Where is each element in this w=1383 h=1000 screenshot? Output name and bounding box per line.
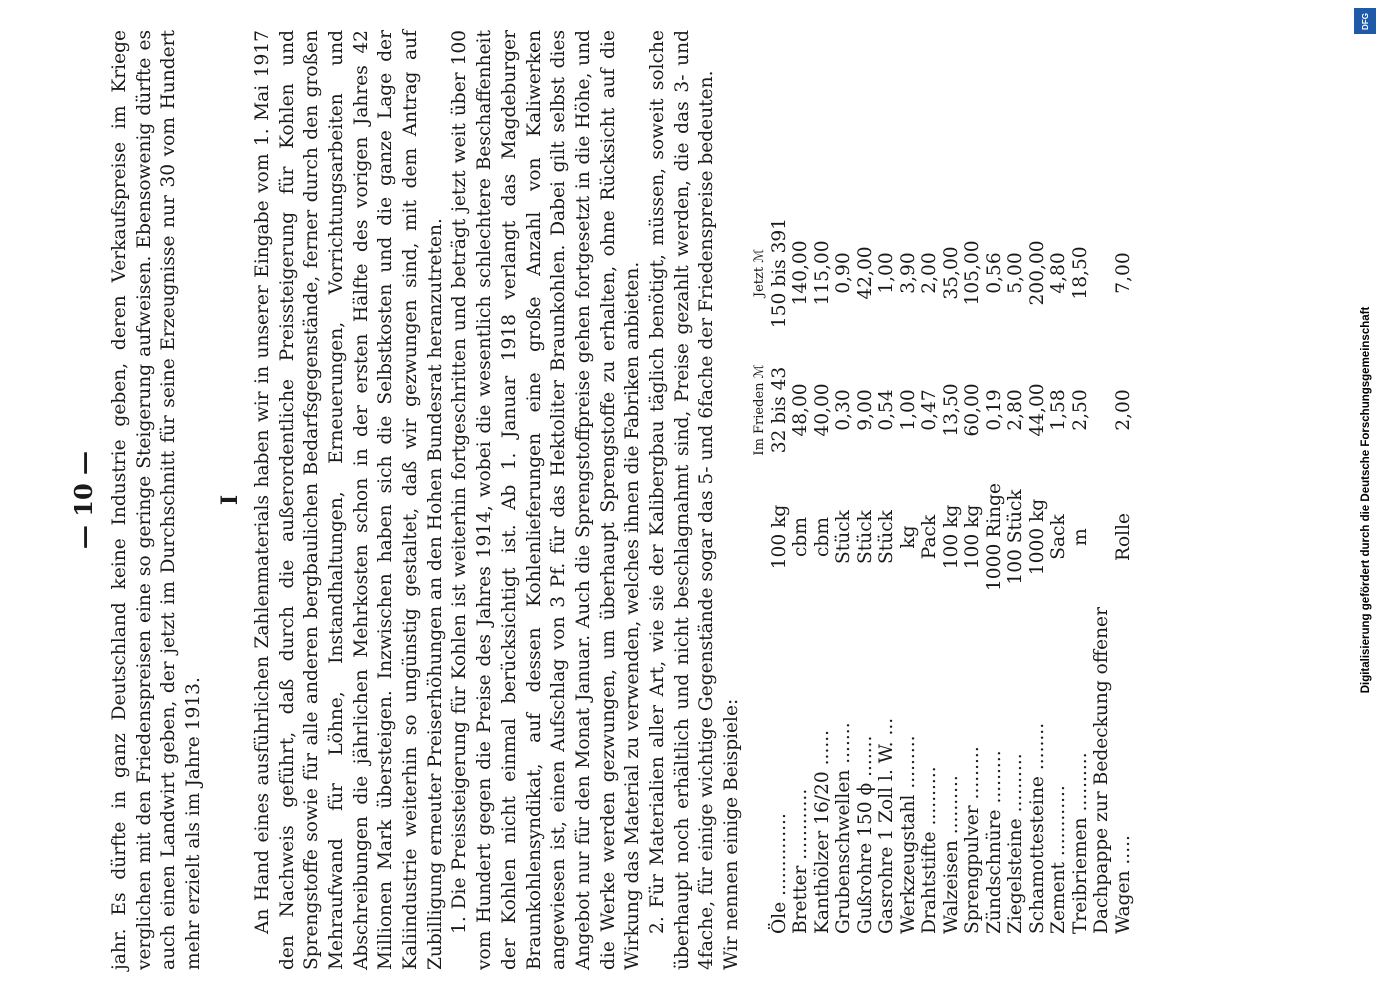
cell-item: Zündschnüre ......... [983, 750, 1005, 934]
cell-peace: 0,47 [918, 389, 940, 431]
table-row [962, 202, 984, 940]
cell-peace: 0,30 [832, 389, 854, 431]
cell-now: 35,00 [940, 246, 962, 300]
cell-now: 200,00 [1026, 240, 1048, 306]
document-page [47, 30, 1337, 970]
cell-unit: cbm [789, 517, 811, 557]
cell-peace: 48,00 [789, 383, 811, 437]
cell-now: 140,00 [789, 240, 811, 306]
table-row [1069, 202, 1091, 940]
cell-item: Werkzeugstahl ......... [897, 735, 919, 934]
cell-now: 0,90 [832, 252, 854, 294]
cell-unit: Stück [875, 510, 897, 564]
table-header-row [750, 202, 768, 940]
table-row [833, 202, 855, 940]
cell-now: 5,00 [1004, 252, 1026, 294]
cell-unit: Stück [854, 510, 876, 564]
cell-item: Ziegelsteine .......... [1004, 753, 1026, 934]
cell-now: 1,00 [875, 252, 897, 294]
cell-item: Gasrohre 1 Zoll l. W. ... [875, 717, 897, 934]
cell-now: 18,50 [1069, 246, 1091, 300]
cell-peace: 0,19 [983, 389, 1005, 431]
table-row [1091, 202, 1134, 940]
cell-unit: 100 kg [768, 504, 790, 570]
paragraph-intro: jahr. Es dürfte in ganz Deutschland keine Industrie geben, deren Verkaufspreise im Kriege verglichen mit den Friedenspreisen eine so geringe Steigerung aufweisen. Ebensowenig dürfte es auch einen Landwirt geben, der jetzt im Durchschnitt für seine Erzeugnisse nur 30 vom Hundert mehr erzielt als im Jahre 1913. [108, 30, 204, 970]
cell-now: 7,00 [1112, 252, 1134, 294]
cell-unit: 1000 Ringe [983, 482, 1005, 592]
cell-unit: 100 Stück [1004, 489, 1026, 585]
cell-unit: kg [897, 525, 919, 549]
cell-unit: Stück [832, 510, 854, 564]
cell-unit: 1000 kg [1026, 498, 1048, 576]
cell-peace: 44,00 [1026, 383, 1048, 437]
table-row [1048, 202, 1070, 940]
cell-item: Sprengpulver ......... [961, 746, 983, 934]
cell-peace: 13,50 [940, 383, 962, 437]
table-row [876, 202, 898, 940]
cell-item: Dachpappe zur Bedeckung offener Wagen ..... [1090, 607, 1134, 934]
cell-peace: 1,58 [1047, 389, 1069, 431]
cell-item: Grubenschwellen ....... [832, 722, 854, 934]
cell-unit: Sack [1047, 514, 1069, 560]
table-row [768, 202, 790, 940]
cell-peace: 2,00 [1112, 389, 1134, 431]
cell-peace: 40,00 [811, 383, 833, 437]
cell-unit: Pack [918, 514, 940, 560]
cell-now: 150 bis 391 [768, 217, 790, 329]
cell-peace: 60,00 [961, 383, 983, 437]
funding-note-text: Digitalisierung gefördert durch die Deutsche Forschungsgemeinschaft [1360, 306, 1372, 694]
table-row [1005, 202, 1027, 940]
cell-unit: 100 kg [940, 504, 962, 570]
price-table [750, 202, 1134, 940]
header-now: Jetzt ℳ [751, 248, 767, 298]
dfg-logo: DFG [1354, 8, 1376, 34]
cell-now: 3,90 [897, 252, 919, 294]
table-row [897, 202, 919, 940]
cell-item: Bretter ............ [789, 788, 811, 934]
cell-unit: m [1069, 528, 1091, 546]
table-row [983, 202, 1005, 940]
paragraph-1: An Hand eines ausführlichen Zahlenmaterials haben wir in unserer Eingabe vom 1. Mai 1917 den Nachweis geführt, daß durch die außerordentliche Preissteigerung für Kohlen und Sprengstoffe sowie für alle anderen bergbaulichen Bedarfsgegenstände, ferner durch den großen Mehraufwand für Löhne, Instandhaltungen, Erneuerungen, Vorrichtungsarbeiten und Abschreibungen die jährlichen Mehrkosten schon in der ersten Hälfte des vorigen Jahres 42 Millionen Mark übersteigen. Inzwischen haben sich die Selbstkosten und die ganze Lage der Kaliindustrie weiterhin so ungünstig gestaltet, daß wir gezwungen sind, mit dem Antrag auf Zubilligung erneuter Preiserhöhungen an den Hohen Bundesrat heranzutreten. [251, 30, 446, 970]
cell-now: 4,80 [1047, 252, 1069, 294]
cell-peace: 2,80 [1004, 389, 1026, 431]
header-peace: Im Frieden ℳ [751, 364, 767, 456]
table-row [940, 202, 962, 940]
cell-item: Drahtstifte .......... [918, 766, 940, 934]
page-number: — 10 — [68, 450, 98, 550]
cell-now: 105,00 [961, 240, 983, 306]
cell-now: 42,00 [854, 246, 876, 300]
table-row [854, 202, 876, 940]
table-row [919, 202, 941, 940]
cell-peace: 0,54 [875, 389, 897, 431]
cell-item: Kanthölzer 16/20 ...... [811, 729, 833, 934]
cell-item: Öle .............. [768, 813, 790, 934]
cell-unit: 100 kg [961, 504, 983, 570]
table-row [790, 202, 812, 940]
paragraph-2: 1. Die Preissteigerung für Kohlen ist weiterhin fortgeschritten und beträgt jetzt weit über 100 vom Hundert gegen die Preise des Jahres 1914, wobei die wesentlich schlechtere Beschaffenheit der Kohlen nicht einmal berücksichtigt ist. Ab 1. Januar 1918 verlangt das Magdeburger Braunkohlensyndikat, auf dessen Kohlenlieferungen eine große Anzahl von Kaliwerken angewiesen ist, einen Aufschlag von 3 Pf. für das Hektoliter Braunkohlen. Dabei gilt selbst dies Angebot nur für den Monat Januar. Auch die Sprengstoffpreise gehen fortgesetzt in die Höhe, und die Werke werden gezwungen, um überhaupt Sprengstoffe zu erhalten, ohne Rücksicht auf die Wirkung das Material zu verwenden, welches ihnen die Fabriken anbieten. [448, 30, 643, 970]
table-intro: Wir nennen einige Beispiele: [720, 698, 742, 970]
cell-peace: 32 bis 43 [768, 366, 790, 454]
table-row [811, 202, 833, 940]
cell-item: Treibriemen .......... [1069, 752, 1091, 934]
cell-unit: Rolle [1112, 512, 1134, 562]
cell-item: Schamottesteine ........ [1026, 722, 1048, 934]
table-body [768, 202, 1134, 940]
cell-peace: 9,00 [854, 389, 876, 431]
cell-item: Walzeisen .......... [940, 775, 962, 934]
paragraph-3: 2. Für Materialien aller Art, wie sie der Kalibergbau täglich benötigt, müssen, soweit solche überhaupt noch erhältlich und nicht beschlagnahmt sind, Preise gezahlt werden, die das 3- und 4fache, für einige wichtige Gegenstände sogar das 5- und 6fache der Friedenspreise bedeuten. [646, 30, 717, 970]
cell-peace: 2,50 [1069, 389, 1091, 431]
cell-item: Gußrohre 150 ϕ ....... [854, 735, 876, 934]
cell-peace: 1,00 [897, 389, 919, 431]
section-heading: I [216, 494, 243, 506]
cell-item: Zement ............ [1047, 785, 1069, 934]
cell-now: 0,56 [983, 252, 1005, 294]
table-row [1026, 202, 1048, 940]
cell-now: 2,00 [918, 252, 940, 294]
cell-unit: cbm [811, 517, 833, 557]
cell-now: 115,00 [811, 240, 833, 306]
funding-note [1351, 0, 1381, 1000]
